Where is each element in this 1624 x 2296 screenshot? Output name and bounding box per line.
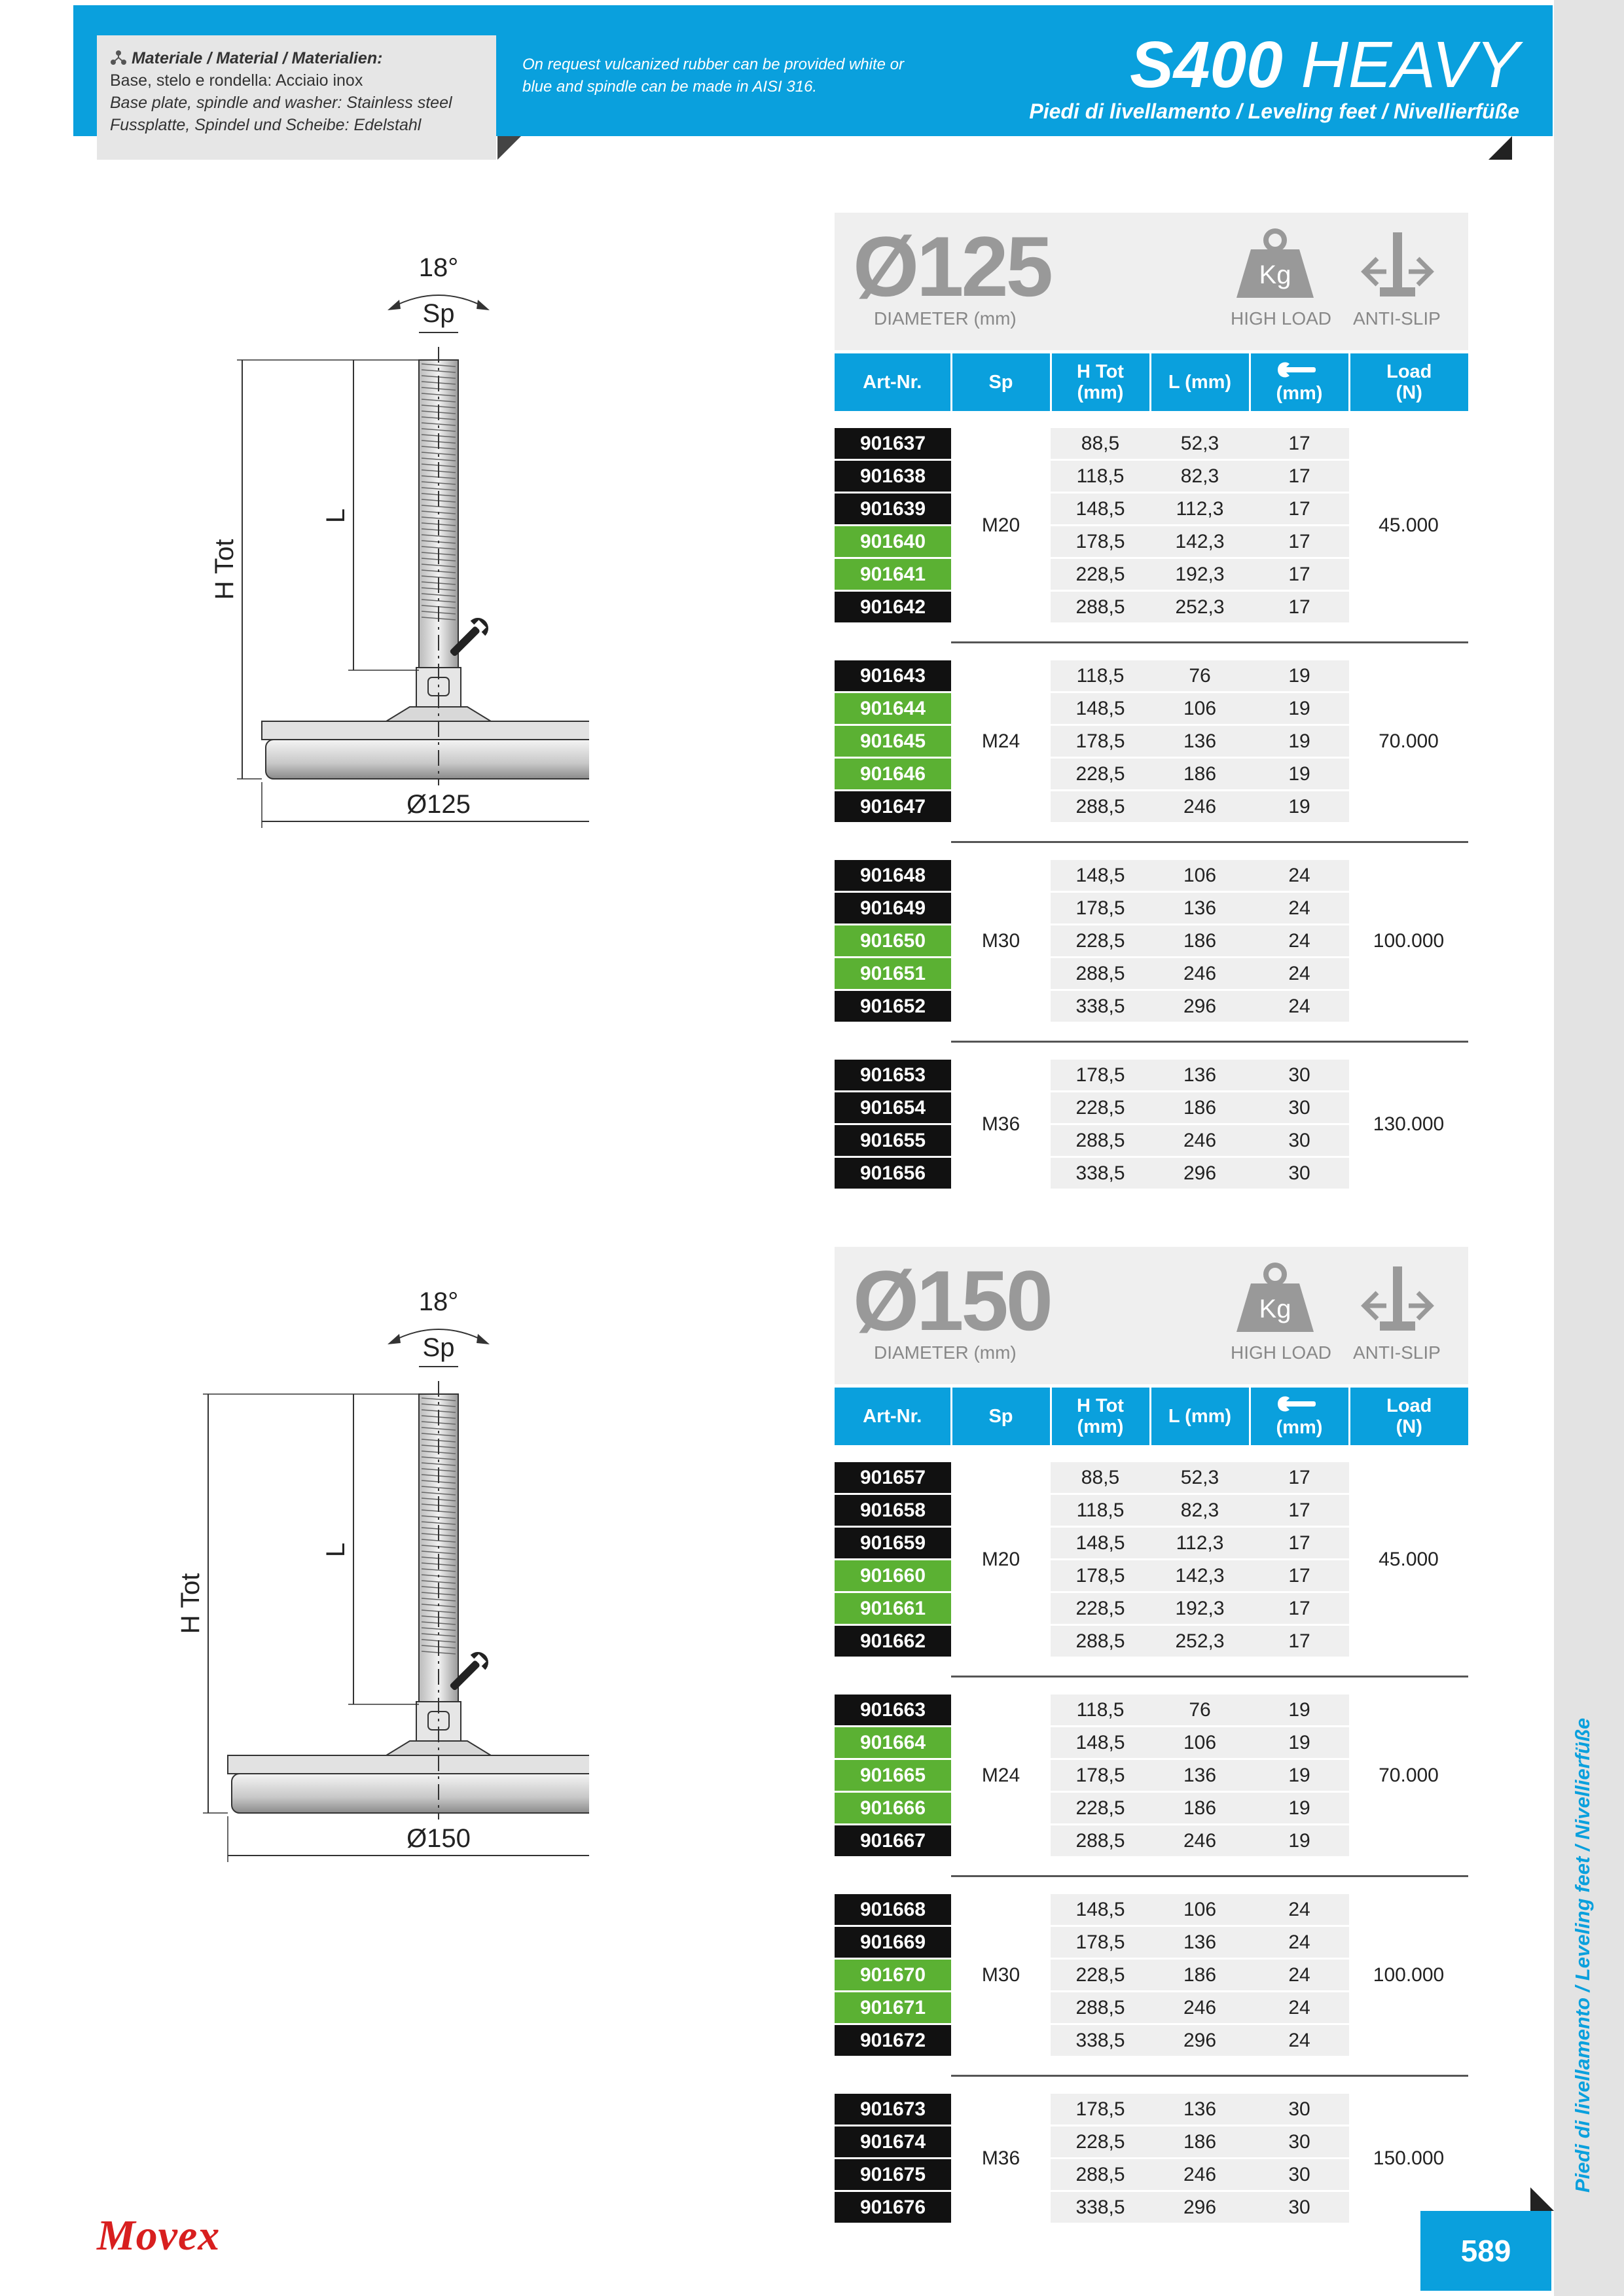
- h-tot-value: 148,5: [1051, 1894, 1150, 1926]
- high-load-label: HIGH LOAD: [1231, 1342, 1332, 1363]
- technical-drawing: [0, 1283, 589, 1872]
- column-header-text: H Tot (mm): [1077, 1395, 1124, 1437]
- wrench-size-value: 17: [1250, 1494, 1349, 1527]
- h-tot-value: 178,5: [1051, 1560, 1150, 1592]
- l-value: 296: [1150, 1157, 1250, 1190]
- l-value: 136: [1150, 1759, 1250, 1792]
- wrench-size-value: 30: [1250, 1092, 1349, 1124]
- h-tot-value: 228,5: [1051, 1092, 1150, 1124]
- material-line-en: Base plate, spindle and washer: Stainless steel: [110, 94, 452, 112]
- article-number: 901644: [835, 692, 951, 725]
- l-value: 136: [1150, 892, 1250, 925]
- column-header-text: Load (N): [1386, 361, 1432, 403]
- article-number: 901668: [835, 1894, 951, 1926]
- h-tot-value: 338,5: [1051, 990, 1150, 1023]
- h-tot-value: 118,5: [1051, 660, 1150, 692]
- material-line-it: Base, stelo e rondella: Acciaio inox: [110, 71, 363, 90]
- spindle-size: M24: [981, 1765, 1020, 1787]
- weight-kg-icon: [1233, 1260, 1318, 1338]
- wrench-icon: [1276, 1395, 1322, 1412]
- l-value: 106: [1150, 860, 1250, 892]
- section-header: [835, 213, 1468, 350]
- spindle-size: M30: [981, 1964, 1020, 1986]
- wrench-size-value: 19: [1250, 758, 1349, 791]
- l-value: 186: [1150, 1792, 1250, 1825]
- spindle-size: M36: [981, 1113, 1020, 1136]
- article-number: 901672: [835, 2024, 951, 2057]
- h-tot-value: 118,5: [1051, 1494, 1150, 1527]
- spec-table: [835, 353, 1468, 1191]
- material-icon: [110, 50, 127, 65]
- article-number: 901665: [835, 1759, 951, 1792]
- article-number: 901661: [835, 1592, 951, 1625]
- h-tot-value: 88,5: [1051, 1462, 1150, 1494]
- article-number: 901660: [835, 1560, 951, 1592]
- l-value: 246: [1150, 791, 1250, 823]
- header-corner-fold: [497, 136, 521, 160]
- h-tot-value: 288,5: [1051, 1625, 1150, 1658]
- wrench-size-value: 30: [1250, 2094, 1349, 2126]
- wrench-icon: [1276, 361, 1322, 378]
- group-separator: [835, 624, 1468, 643]
- l-value: 186: [1150, 1092, 1250, 1124]
- technical-drawing: [0, 249, 589, 838]
- load-value: 100.000: [1373, 1964, 1445, 1986]
- page-number: 589: [1420, 2211, 1551, 2291]
- table-header-row: [835, 353, 1468, 411]
- wrench-size-value: 19: [1250, 1792, 1349, 1825]
- sp-label: Sp: [422, 299, 455, 328]
- h-tot-value: 228,5: [1051, 1959, 1150, 1992]
- article-number: 901639: [835, 493, 951, 526]
- column-header-text: Sp: [988, 1406, 1013, 1427]
- l-value: 106: [1150, 1894, 1250, 1926]
- h-tot-value: 288,5: [1051, 1825, 1150, 1857]
- column-header: [835, 353, 951, 411]
- spindle-size: M36: [981, 2147, 1020, 2170]
- sp-label: Sp: [422, 1333, 455, 1362]
- column-header-text: Load (N): [1386, 1395, 1432, 1437]
- column-header-text: Art-Nr.: [863, 372, 922, 393]
- h-tot-value: 228,5: [1051, 558, 1150, 591]
- l-value: 246: [1150, 2159, 1250, 2191]
- h-tot-value: 228,5: [1051, 925, 1150, 958]
- spec-table: [835, 1388, 1468, 2225]
- table-row: [835, 1695, 1468, 1727]
- weight-kg-text: Kg: [1259, 260, 1291, 289]
- article-number: 901645: [835, 725, 951, 758]
- column-header-text: H Tot (mm): [1077, 361, 1124, 403]
- article-number: 901650: [835, 925, 951, 958]
- article-number: 901675: [835, 2159, 951, 2191]
- article-number: 901649: [835, 892, 951, 925]
- l-value: 136: [1150, 1926, 1250, 1959]
- article-number: 901646: [835, 758, 951, 791]
- article-number: 901654: [835, 1092, 951, 1124]
- h-tot-value: 288,5: [1051, 958, 1150, 990]
- wrench-size-value: 24: [1250, 1992, 1349, 2024]
- l-label: L: [321, 1542, 350, 1558]
- diameter-label: DIAMETER (mm): [874, 308, 1017, 329]
- h-tot-label: H Tot: [210, 539, 239, 600]
- wrench-size-value: 19: [1250, 725, 1349, 758]
- l-value: 246: [1150, 958, 1250, 990]
- article-number: 901637: [835, 428, 951, 460]
- wrench-size-value: 30: [1250, 2126, 1349, 2159]
- article-number: 901642: [835, 591, 951, 624]
- l-value: 142,3: [1150, 526, 1250, 558]
- h-tot-value: 148,5: [1051, 1727, 1150, 1759]
- table-header-row: [835, 1388, 1468, 1445]
- h-tot-value: 178,5: [1051, 2094, 1150, 2126]
- wrench-size-value: 17: [1250, 526, 1349, 558]
- side-label: Piedi di livellamento / Leveling feet / Nivellierfüße: [1571, 1717, 1594, 2193]
- base-diameter-label: Ø125: [406, 790, 471, 819]
- spindle-size: M20: [981, 514, 1020, 537]
- column-header: [1150, 353, 1250, 411]
- article-number: 901670: [835, 1959, 951, 1992]
- anti-slip-label: ANTI-SLIP: [1353, 308, 1441, 329]
- article-number: 901653: [835, 1060, 951, 1092]
- column-header-text: Sp: [988, 372, 1013, 393]
- article-number: 901658: [835, 1494, 951, 1527]
- wrench-size-value: 24: [1250, 1894, 1349, 1926]
- l-value: 82,3: [1150, 1494, 1250, 1527]
- article-number: 901676: [835, 2191, 951, 2224]
- l-value: 136: [1150, 1060, 1250, 1092]
- diameter-value: Ø125: [853, 219, 1051, 314]
- wrench-size-value: 19: [1250, 1727, 1349, 1759]
- h-tot-label: H Tot: [176, 1573, 205, 1634]
- material-box: [97, 35, 496, 160]
- load-value: 45.000: [1379, 514, 1439, 537]
- l-value: 186: [1150, 2126, 1250, 2159]
- spindle-size: M30: [981, 930, 1020, 952]
- article-number: 901662: [835, 1625, 951, 1658]
- group-separator: [835, 1023, 1468, 1042]
- h-tot-value: 148,5: [1051, 692, 1150, 725]
- h-tot-value: 118,5: [1051, 1695, 1150, 1727]
- column-header: [1349, 353, 1468, 411]
- h-tot-value: 178,5: [1051, 1759, 1150, 1792]
- wrench-size-value: 24: [1250, 925, 1349, 958]
- h-tot-value: 178,5: [1051, 725, 1150, 758]
- wrench-size-value: 17: [1250, 591, 1349, 624]
- h-tot-value: 228,5: [1051, 1592, 1150, 1625]
- l-value: 192,3: [1150, 1592, 1250, 1625]
- material-title: Materiale / Material / Materialien:: [131, 49, 383, 67]
- article-number: 901643: [835, 660, 951, 692]
- weight-kg-icon: [1233, 226, 1318, 304]
- column-header-text: Art-Nr.: [863, 1406, 922, 1427]
- l-value: 296: [1150, 990, 1250, 1023]
- footer-corner-fold: [1530, 2187, 1554, 2211]
- weight-kg-text: Kg: [1259, 1295, 1291, 1323]
- column-header-text: (mm): [1276, 1416, 1323, 1438]
- h-tot-value: 288,5: [1051, 2159, 1150, 2191]
- l-value: 106: [1150, 692, 1250, 725]
- header-corner-fold-right: [1489, 136, 1512, 160]
- table-row: [835, 1060, 1468, 1092]
- product-title-bold: S400: [1130, 28, 1283, 101]
- wrench-size-value: 17: [1250, 493, 1349, 526]
- article-number: 901671: [835, 1992, 951, 2024]
- h-tot-value: 148,5: [1051, 493, 1150, 526]
- h-tot-value: 118,5: [1051, 460, 1150, 493]
- column-header: [1051, 1388, 1150, 1445]
- wrench-size-value: 17: [1250, 1592, 1349, 1625]
- article-number: 901648: [835, 860, 951, 892]
- product-title-light: HEAVY: [1301, 28, 1519, 101]
- article-number: 901655: [835, 1124, 951, 1157]
- column-header: [951, 1388, 1051, 1445]
- wrench-size-value: 24: [1250, 958, 1349, 990]
- table-row: [835, 2094, 1468, 2126]
- l-label: L: [321, 508, 350, 524]
- l-value: 252,3: [1150, 1625, 1250, 1658]
- l-value: 136: [1150, 2094, 1250, 2126]
- article-number: 901638: [835, 460, 951, 493]
- wrench-size-value: 30: [1250, 1157, 1349, 1190]
- l-value: 186: [1150, 1959, 1250, 1992]
- angle-label: 18°: [418, 253, 459, 282]
- h-tot-value: 338,5: [1051, 2024, 1150, 2057]
- column-header-text: (mm): [1276, 382, 1323, 404]
- h-tot-value: 88,5: [1051, 428, 1150, 460]
- h-tot-value: 338,5: [1051, 2191, 1150, 2224]
- diameter-label: DIAMETER (mm): [874, 1342, 1017, 1363]
- article-number: 901640: [835, 526, 951, 558]
- load-value: 130.000: [1373, 1113, 1445, 1136]
- group-separator: [835, 2057, 1468, 2076]
- anti-slip-icon: [1355, 1260, 1440, 1338]
- wrench-size-value: 24: [1250, 1926, 1349, 1959]
- wrench-size-value: 30: [1250, 2159, 1349, 2191]
- l-value: 52,3: [1150, 1462, 1250, 1494]
- h-tot-value: 148,5: [1051, 860, 1150, 892]
- anti-slip-label: ANTI-SLIP: [1353, 1342, 1441, 1363]
- spindle-size: M20: [981, 1549, 1020, 1571]
- material-line-de: Fussplatte, Spindel und Scheibe: Edelstahl: [110, 116, 422, 134]
- h-tot-value: 288,5: [1051, 591, 1150, 624]
- section-header: [835, 1247, 1468, 1384]
- h-tot-value: 288,5: [1051, 1992, 1150, 2024]
- table-row: [835, 428, 1468, 460]
- wrench-size-value: 30: [1250, 1124, 1349, 1157]
- article-number: 901667: [835, 1825, 951, 1857]
- article-number: 901656: [835, 1157, 951, 1190]
- wrench-size-value: 24: [1250, 892, 1349, 925]
- l-value: 112,3: [1150, 1527, 1250, 1560]
- header-note: On request vulcanized rubber can be provided white or blue and spindle can be made in AISI 316.: [522, 56, 905, 96]
- table-row: [835, 860, 1468, 892]
- l-value: 296: [1150, 2191, 1250, 2224]
- h-tot-value: 228,5: [1051, 758, 1150, 791]
- column-header: [1250, 353, 1349, 411]
- table-row: [835, 1462, 1468, 1494]
- wrench-size-value: 30: [1250, 1060, 1349, 1092]
- article-number: 901659: [835, 1527, 951, 1560]
- h-tot-value: 178,5: [1051, 1060, 1150, 1092]
- h-tot-value: 228,5: [1051, 2126, 1150, 2159]
- column-header: [1250, 1388, 1349, 1445]
- spindle-size: M24: [981, 730, 1020, 753]
- diameter-value: Ø150: [853, 1253, 1051, 1348]
- article-number: 901673: [835, 2094, 951, 2126]
- anti-slip-icon: [1355, 226, 1440, 304]
- h-tot-value: 288,5: [1051, 791, 1150, 823]
- wrench-size-value: 17: [1250, 1462, 1349, 1494]
- l-value: 76: [1150, 660, 1250, 692]
- article-number: 901664: [835, 1727, 951, 1759]
- article-number: 901647: [835, 791, 951, 823]
- wrench-size-value: 17: [1250, 1527, 1349, 1560]
- load-value: 45.000: [1379, 1549, 1439, 1571]
- product-title: [1130, 29, 1519, 101]
- column-header: [1150, 1388, 1250, 1445]
- column-header: [835, 1388, 951, 1445]
- article-number: 901652: [835, 990, 951, 1023]
- column-header-text: L (mm): [1168, 1406, 1232, 1427]
- wrench-size-value: 19: [1250, 1825, 1349, 1857]
- wrench-size-value: 24: [1250, 860, 1349, 892]
- l-value: 82,3: [1150, 460, 1250, 493]
- wrench-size-value: 24: [1250, 2024, 1349, 2057]
- wrench-size-value: 19: [1250, 1695, 1349, 1727]
- l-value: 296: [1150, 2024, 1250, 2057]
- l-value: 76: [1150, 1695, 1250, 1727]
- article-number: 901657: [835, 1462, 951, 1494]
- wrench-size-value: 19: [1250, 692, 1349, 725]
- load-value: 100.000: [1373, 930, 1445, 952]
- article-number: 901641: [835, 558, 951, 591]
- wrench-size-value: 17: [1250, 1625, 1349, 1658]
- wrench-size-value: 19: [1250, 791, 1349, 823]
- article-number: 901666: [835, 1792, 951, 1825]
- wrench-size-value: 17: [1250, 558, 1349, 591]
- product-subtitle: Piedi di livellamento / Leveling feet / Nivellierfüße: [1029, 99, 1519, 123]
- article-number: 901669: [835, 1926, 951, 1959]
- wrench-size-value: 17: [1250, 428, 1349, 460]
- h-tot-value: 178,5: [1051, 1926, 1150, 1959]
- table-row: [835, 1894, 1468, 1926]
- wrench-size-value: 30: [1250, 2191, 1349, 2224]
- l-value: 52,3: [1150, 428, 1250, 460]
- h-tot-value: 148,5: [1051, 1527, 1150, 1560]
- wrench-size-value: 17: [1250, 1560, 1349, 1592]
- l-value: 186: [1150, 758, 1250, 791]
- table-row: [835, 660, 1468, 692]
- wrench-size-value: 24: [1250, 1959, 1349, 1992]
- l-value: 246: [1150, 1825, 1250, 1857]
- load-value: 70.000: [1379, 730, 1439, 753]
- group-separator: [835, 823, 1468, 842]
- wrench-size-value: 19: [1250, 660, 1349, 692]
- group-separator: [835, 1658, 1468, 1677]
- l-value: 142,3: [1150, 1560, 1250, 1592]
- column-header: [951, 353, 1051, 411]
- column-header: [1051, 353, 1150, 411]
- h-tot-value: 288,5: [1051, 1124, 1150, 1157]
- l-value: 106: [1150, 1727, 1250, 1759]
- brand-logo: Movex: [97, 2212, 221, 2259]
- h-tot-value: 228,5: [1051, 1792, 1150, 1825]
- h-tot-value: 178,5: [1051, 526, 1150, 558]
- l-value: 192,3: [1150, 558, 1250, 591]
- load-value: 70.000: [1379, 1765, 1439, 1787]
- wrench-size-value: 19: [1250, 1759, 1349, 1792]
- wrench-size-value: 24: [1250, 990, 1349, 1023]
- h-tot-value: 338,5: [1051, 1157, 1150, 1190]
- l-value: 246: [1150, 1124, 1250, 1157]
- article-number: 901663: [835, 1695, 951, 1727]
- load-value: 150.000: [1373, 2147, 1445, 2170]
- article-number: 901674: [835, 2126, 951, 2159]
- l-value: 112,3: [1150, 493, 1250, 526]
- column-header-text: L (mm): [1168, 372, 1232, 393]
- article-number: 901651: [835, 958, 951, 990]
- l-value: 246: [1150, 1992, 1250, 2024]
- l-value: 252,3: [1150, 591, 1250, 624]
- column-header: [1349, 1388, 1468, 1445]
- l-value: 136: [1150, 725, 1250, 758]
- l-value: 186: [1150, 925, 1250, 958]
- base-diameter-label: Ø150: [406, 1824, 471, 1853]
- h-tot-value: 178,5: [1051, 892, 1150, 925]
- angle-label: 18°: [418, 1287, 459, 1316]
- wrench-size-value: 17: [1250, 460, 1349, 493]
- group-separator: [835, 1857, 1468, 1876]
- high-load-label: HIGH LOAD: [1231, 308, 1332, 329]
